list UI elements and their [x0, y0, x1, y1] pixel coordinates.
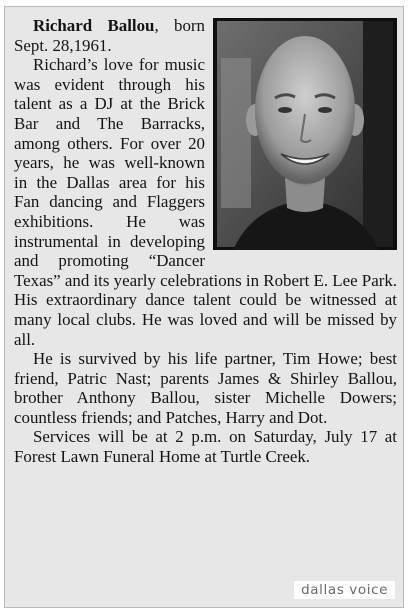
portrait-illustration — [213, 18, 397, 250]
paragraph-survivors: He is survived by his life partner, Tim Howe; best friend, Patric Nast; parents James & Shirley Ballou, brother Anthony Ballou, sister Michelle Dowers; countless friends; and Patches, Harry and Dot. — [14, 349, 397, 427]
deceased-name: Richard Ballou — [33, 16, 155, 35]
paragraph-services: Services will be at 2 p.m. on Saturday, July 17 at Forest Lawn Funeral Home at Turtle Creek. — [14, 427, 397, 467]
paragraph-biography: Richard’s love for music was evident through his talent as a DJ at the Brick Bar and The Barracks, among others. For over 20 years, he was well-known in the Dallas area for his Fan dancing and Flaggers exhibitions. He was instrumental in developing and promoting “Dancer Texas” and its yearly celebrations in Robert E. Lee Park. His extraordinary dance talent could be witnessed at many local clubs. He was loved and will be missed by all. — [14, 55, 397, 349]
dallas-voice-watermark: dallas voice — [294, 581, 395, 599]
obituary-text — [14, 16, 397, 467]
portrait-photo — [213, 18, 397, 250]
obituary-clipping — [4, 6, 404, 608]
birth-date: , born Sept. 28,1961. — [14, 16, 205, 55]
